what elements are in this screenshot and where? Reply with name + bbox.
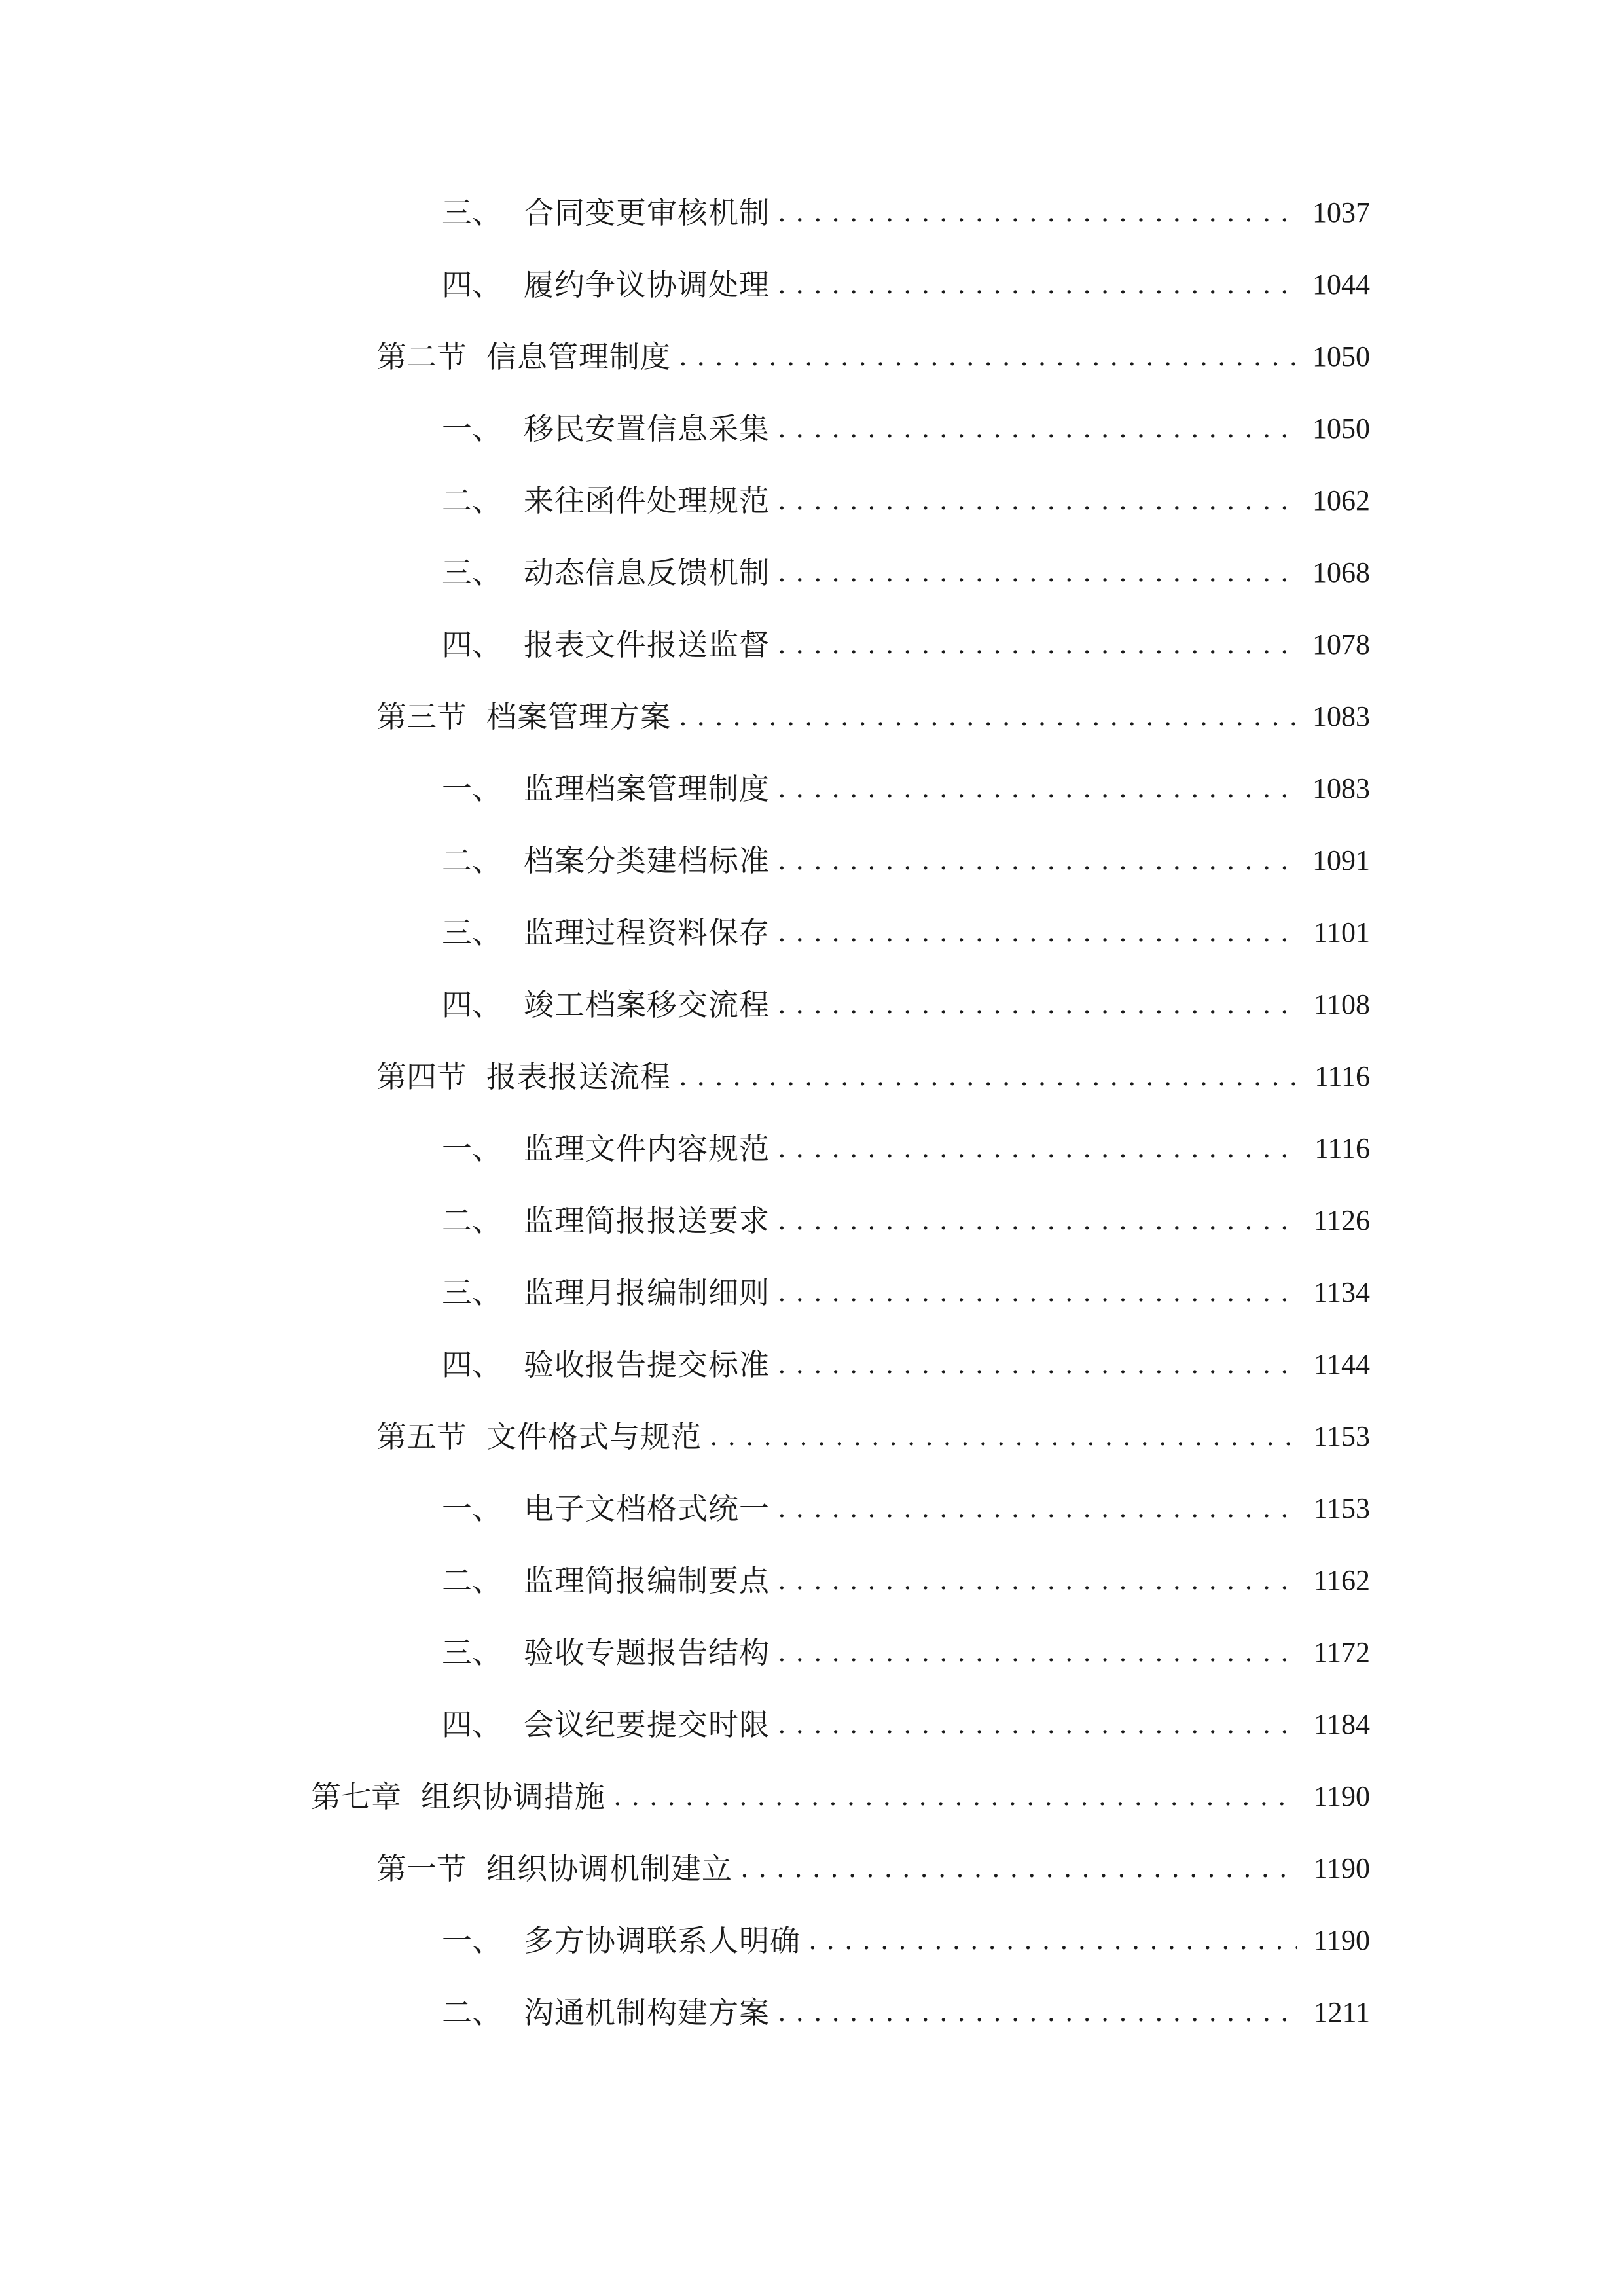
toc-label	[442, 910, 770, 956]
toc-entry-number: 第五节	[376, 1419, 467, 1454]
dot-leader	[679, 1054, 1297, 1100]
toc-entry-title: 组织协调机制建立	[486, 1851, 732, 1886]
toc-page-number: 1116	[1314, 1060, 1370, 1092]
toc-entry-number: 三、	[442, 195, 502, 230]
toc-entry-number: 一、	[442, 1131, 502, 1166]
toc-label	[442, 838, 770, 884]
toc-entry[interactable]	[376, 1054, 1370, 1100]
toc-entry-title: 报表文件报送监督	[524, 627, 770, 662]
toc-entry-number: 四、	[442, 627, 502, 662]
dot-leader	[778, 1702, 1297, 1748]
toc-entry[interactable]	[442, 1990, 1370, 2036]
toc-label	[442, 1486, 770, 1532]
toc-page-number: 1153	[1313, 1492, 1370, 1524]
toc-entry-number: 三、	[442, 915, 502, 950]
dot-leader	[778, 1342, 1297, 1388]
toc-entry-number: 第四节	[376, 1059, 467, 1094]
toc-label	[442, 622, 770, 668]
toc-entry-title: 动态信息反馈机制	[524, 555, 770, 590]
toc-entry-title: 来往函件处理规范	[524, 483, 770, 518]
toc-entry-number: 一、	[442, 411, 502, 446]
toc-entry[interactable]	[442, 1558, 1370, 1604]
toc-label	[376, 1846, 732, 1892]
toc-label	[376, 694, 671, 740]
toc-entry[interactable]	[311, 1774, 1370, 1820]
toc-entry-title: 监理过程资料保存	[524, 915, 770, 950]
dot-leader	[778, 1126, 1297, 1172]
toc-entry-title: 监理文件内容规范	[524, 1131, 770, 1166]
dot-leader	[778, 1558, 1297, 1604]
toc-label	[442, 1918, 801, 1964]
toc-entry[interactable]	[442, 1630, 1370, 1676]
toc-entry-number: 第七章	[311, 1779, 401, 1814]
toc-entry-number: 四、	[442, 267, 502, 302]
toc-page-number: 1184	[1313, 1708, 1370, 1740]
toc-label	[442, 1630, 770, 1676]
dot-leader	[710, 1414, 1297, 1460]
toc-entry[interactable]	[442, 550, 1370, 596]
toc-page-number: 1144	[1313, 1348, 1370, 1380]
toc-entry[interactable]	[442, 406, 1370, 452]
toc-entry-number: 四、	[442, 1707, 502, 1742]
toc-entry[interactable]	[442, 1342, 1370, 1388]
toc-label	[311, 1774, 605, 1820]
toc-page-number: 1172	[1313, 1636, 1370, 1668]
dot-leader	[778, 1630, 1297, 1676]
toc-label	[442, 1702, 770, 1748]
dot-leader	[778, 838, 1297, 884]
toc-page-number: 1134	[1313, 1276, 1370, 1308]
dot-leader	[679, 694, 1297, 740]
toc-page-number: 1091	[1312, 844, 1370, 876]
dot-leader	[778, 766, 1297, 812]
toc-entry[interactable]	[376, 1414, 1370, 1460]
toc-page-number: 1211	[1313, 1996, 1370, 2028]
toc-entry-title: 验收专题报告结构	[524, 1635, 770, 1670]
toc-entry-title: 信息管理制度	[486, 339, 671, 374]
dot-leader	[613, 1774, 1297, 1820]
toc-entry-title: 监理简报编制要点	[524, 1563, 770, 1598]
toc-entry[interactable]	[442, 262, 1370, 308]
toc-entry-title: 档案管理方案	[486, 699, 671, 734]
dot-leader	[778, 622, 1297, 668]
toc-entry-number: 三、	[442, 555, 502, 590]
toc-label	[442, 1558, 770, 1604]
toc-label	[442, 1342, 770, 1388]
toc-entry[interactable]	[442, 1126, 1370, 1172]
toc-entry-number: 一、	[442, 1923, 502, 1958]
toc-label	[442, 550, 770, 596]
toc-label	[442, 982, 770, 1028]
dot-leader	[778, 478, 1297, 524]
toc-label	[442, 1126, 770, 1172]
toc-page-number: 1044	[1312, 268, 1370, 300]
toc-page-number: 1083	[1312, 772, 1370, 804]
toc-entry[interactable]	[442, 982, 1370, 1028]
toc-entry[interactable]	[442, 1702, 1370, 1748]
toc-entry-number: 第一节	[376, 1851, 467, 1886]
toc-entry-title: 移民安置信息采集	[524, 411, 770, 446]
dot-leader	[778, 262, 1297, 308]
toc-entry[interactable]	[376, 694, 1370, 740]
toc-entry-title: 履约争议协调处理	[524, 267, 770, 302]
toc-entry-title: 监理简报报送要求	[524, 1203, 770, 1238]
toc-entry[interactable]	[442, 1918, 1370, 1964]
toc-page-number: 1101	[1313, 916, 1370, 948]
toc-entry-title: 沟通机制构建方案	[524, 1995, 770, 2030]
toc-page-number: 1037	[1312, 196, 1370, 228]
dot-leader	[740, 1846, 1297, 1892]
toc-entry[interactable]	[442, 1198, 1370, 1244]
toc-page-number: 1062	[1312, 484, 1370, 516]
toc-label	[442, 478, 770, 524]
dot-leader	[778, 550, 1297, 596]
toc-page-number: 1190	[1313, 1852, 1370, 1884]
toc-entry-number: 二、	[442, 1995, 502, 2030]
toc-label	[376, 1414, 702, 1460]
toc-entry-number: 二、	[442, 483, 502, 518]
toc-entry-number: 三、	[442, 1275, 502, 1310]
toc-entry-number: 四、	[442, 1347, 502, 1382]
toc-entry-title: 档案分类建档标准	[524, 843, 770, 878]
dot-leader	[808, 1918, 1297, 1964]
dot-leader	[778, 406, 1297, 452]
toc-entry-title: 监理档案管理制度	[524, 771, 770, 806]
toc-entry-number: 第二节	[376, 339, 467, 374]
toc-label	[442, 262, 770, 308]
toc-page-number: 1190	[1313, 1780, 1370, 1812]
dot-leader	[778, 910, 1297, 956]
toc-entry-title: 竣工档案移交流程	[524, 987, 770, 1022]
toc-entry-number: 二、	[442, 1203, 502, 1238]
dot-leader	[778, 190, 1297, 236]
toc-page-number: 1126	[1313, 1204, 1370, 1236]
toc-entry[interactable]	[442, 622, 1370, 668]
toc-entry-title: 监理月报编制细则	[524, 1275, 770, 1310]
toc-entry[interactable]	[442, 190, 1370, 236]
toc-entry[interactable]	[442, 1270, 1370, 1316]
dot-leader	[679, 334, 1297, 380]
toc-page-number: 1153	[1313, 1420, 1370, 1452]
toc-page-number: 1068	[1312, 556, 1370, 588]
toc-entry-title: 验收报告提交标准	[524, 1347, 770, 1382]
toc-entry-number: 一、	[442, 771, 502, 806]
toc-page-number: 1116	[1314, 1132, 1370, 1164]
toc-label	[442, 766, 770, 812]
toc-entry-number: 一、	[442, 1491, 502, 1526]
toc-page-number: 1108	[1313, 988, 1370, 1020]
toc-label	[376, 1054, 671, 1100]
toc-entry[interactable]	[442, 838, 1370, 884]
toc-entry-title: 合同变更审核机制	[524, 195, 770, 230]
toc-entry-title: 文件格式与规范	[486, 1419, 702, 1454]
toc-entry-title: 多方协调联系人明确	[524, 1923, 801, 1958]
toc-page-number: 1083	[1312, 700, 1370, 732]
toc-entry[interactable]	[442, 910, 1370, 956]
dot-leader	[778, 1990, 1297, 2036]
toc-page-number: 1190	[1313, 1924, 1370, 1956]
toc-entry[interactable]	[442, 1486, 1370, 1532]
toc-entry[interactable]	[442, 478, 1370, 524]
toc-page-number: 1050	[1312, 340, 1370, 372]
toc-label	[442, 190, 770, 236]
toc-entry-title: 会议纪要提交时限	[524, 1707, 770, 1742]
toc-page-number: 1078	[1312, 628, 1370, 660]
toc-entry-title: 组织协调措施	[421, 1779, 605, 1814]
toc-entry-title: 电子文档格式统一	[524, 1491, 770, 1526]
toc-entry-number: 四、	[442, 987, 502, 1022]
toc-entry-number: 二、	[442, 843, 502, 878]
toc-entry-number: 第三节	[376, 699, 467, 734]
dot-leader	[778, 982, 1297, 1028]
dot-leader	[778, 1486, 1297, 1532]
toc-label	[376, 334, 671, 380]
toc-entry[interactable]	[376, 1846, 1370, 1892]
toc-page-number: 1050	[1312, 412, 1370, 444]
toc-page-number: 1162	[1313, 1564, 1370, 1596]
toc-entry[interactable]	[442, 766, 1370, 812]
toc-label	[442, 1270, 770, 1316]
toc-entry[interactable]	[376, 334, 1370, 380]
toc-entry-number: 三、	[442, 1635, 502, 1670]
toc-entry-number: 二、	[442, 1563, 502, 1598]
toc-label	[442, 406, 770, 452]
toc-label	[442, 1198, 770, 1244]
toc-entry-title: 报表报送流程	[486, 1059, 671, 1094]
dot-leader	[778, 1270, 1297, 1316]
toc-label	[442, 1990, 770, 2036]
dot-leader	[778, 1198, 1297, 1244]
